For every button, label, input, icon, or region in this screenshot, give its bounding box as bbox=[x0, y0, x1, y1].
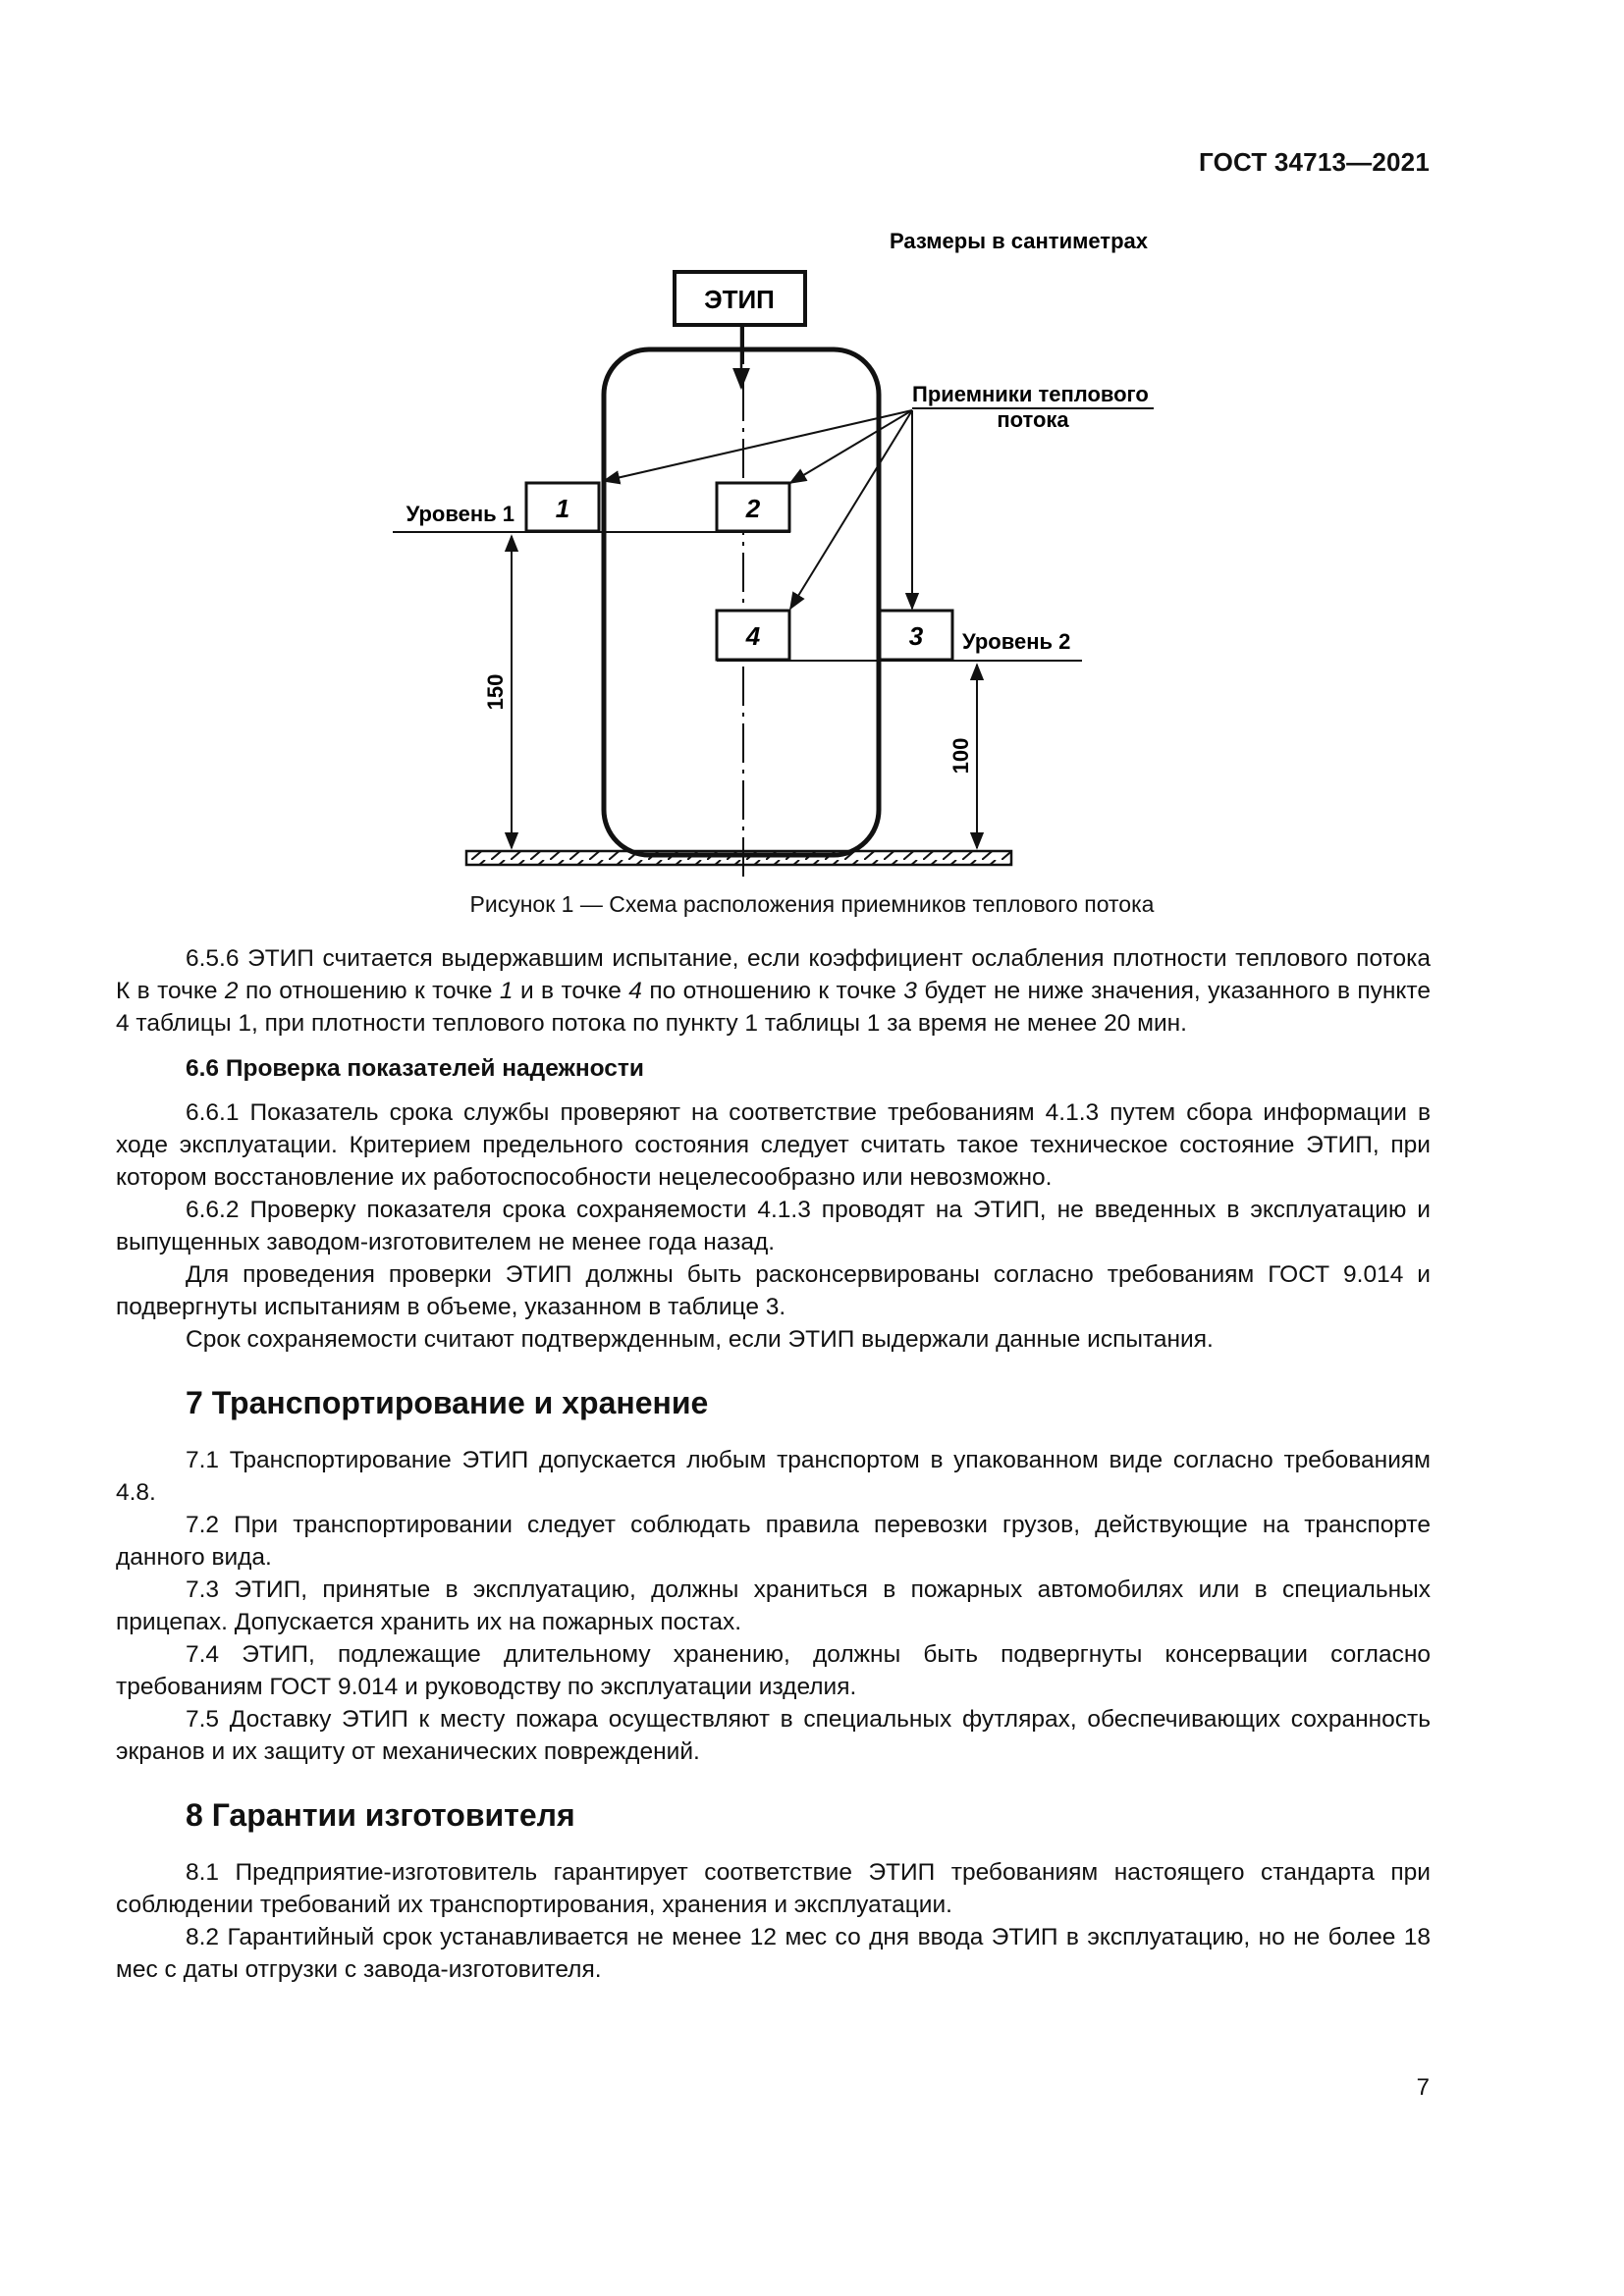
receiver-label-2: 2 bbox=[745, 494, 761, 523]
paragraph-7-2: 7.2 При транспортировании следует соблюдать правила перевозки грузов, действующие на транспорте данного вида. bbox=[116, 1512, 1431, 1571]
heat-flow-receivers-diagram bbox=[373, 221, 1178, 898]
dimension-150-label: 150 bbox=[483, 673, 508, 711]
paragraph-7-4: 7.4 ЭТИП, подлежащие длительному хранению, должны быть подвергнуты консервации согласно требованиям ГОСТ 9.014 и руководству по эксплуатации изделия. bbox=[116, 1641, 1431, 1700]
paragraph-8-2: 8.2 Гарантийный срок устанавливается не менее 12 мес со дня ввода ЭТИП в эксплуатацию, но не более 18 мес с даты отгрузки с завода-изготовителя. bbox=[116, 1924, 1431, 1983]
level1-label: Уровень 1 bbox=[406, 502, 514, 526]
paragraph-6-6-1: 6.6.1 Показатель срока службы проверяют на соответствие требованиям 4.1.3 путем сбора информации в ходе эксплуатации. Критерием предельного состояния следует считать такое техническое состояние ЭТИП, при котором восстановление их работоспособности нецелесообразно или невозможно. bbox=[116, 1099, 1431, 1191]
paragraph-7-3: 7.3 ЭТИП, принятые в эксплуатацию, должны храниться в пожарных автомобилях или в специальных прицепах. Допускается хранить их на пожарных постах. bbox=[116, 1576, 1431, 1635]
receivers-label-line2: потока bbox=[997, 407, 1069, 432]
receiver-label-1: 1 bbox=[555, 494, 570, 523]
section-7-title: 7 Транспортирование и хранение bbox=[186, 1385, 709, 1420]
paragraph-7-1: 7.1 Транспортирование ЭТИП допускается любым транспортом в упакованном виде согласно требованиям 4.8. bbox=[116, 1447, 1431, 1506]
paragraph-6-5-6 bbox=[116, 942, 1431, 1040]
figure-caption: Рисунок 1 — Схема расположения приемников теплового потока bbox=[469, 891, 1155, 917]
document-id: ГОСТ 34713—2021 bbox=[1199, 147, 1430, 177]
ground-hatch bbox=[466, 851, 1011, 865]
text-span: по отношению к точке bbox=[641, 978, 904, 1004]
etip-label: ЭТИП bbox=[704, 285, 775, 314]
text-span: будет не ниже значения, указанного в пункте 4 таблицы 1, при плотности теплового потока по пункту 1 таблицы 1 за время не менее 20 мин. bbox=[116, 978, 1431, 1037]
receiver-label-4: 4 bbox=[745, 621, 761, 651]
paragraph-6-6-2-c: Срок сохраняемости считают подтвержденным, если ЭТИП выдержали данные испытания. bbox=[186, 1326, 1214, 1353]
page-number: 7 bbox=[1416, 2074, 1430, 2101]
paragraph-7-5: 7.5 Доставку ЭТИП к месту пожара осуществляют в специальных футлярах, обеспечивающих сохранность экранов и их защиту от механических повреждений. bbox=[116, 1706, 1431, 1765]
receiver-label-3: 3 bbox=[908, 621, 924, 651]
text-span: по отношению к точке bbox=[238, 978, 500, 1004]
receivers-label-line1: Приемники теплового bbox=[912, 382, 1149, 406]
section-8-title: 8 Гарантии изготовителя bbox=[186, 1797, 575, 1833]
leader-arrow-4 bbox=[790, 410, 912, 609]
point-ref: 2 bbox=[224, 978, 239, 1004]
document-body bbox=[116, 942, 1431, 1986]
leader-arrow-2 bbox=[790, 410, 912, 483]
point-ref: 1 bbox=[499, 978, 514, 1004]
point-ref: 3 bbox=[903, 978, 917, 1004]
text-span: 6.5.6 ЭТИП считается выдержавшим испытание, если коэффициент ослабления плотности теплового потока К в точке bbox=[116, 945, 1431, 1004]
paragraph-6-6-2: 6.6.2 Проверку показателя срока сохраняемости 4.1.3 проводят на ЭТИП, не введенных в эксплуатацию и выпущенных заводом-изготовителем не менее года назад. bbox=[116, 1197, 1431, 1255]
dimension-100-label: 100 bbox=[948, 737, 973, 774]
body-outline bbox=[604, 349, 879, 855]
paragraph-6-6-2-b: Для проведения проверки ЭТИП должны быть расконсервированы согласно требованиям ГОСТ 9.014 и подвергнуты испытаниям в объеме, указанном в таблице 3. bbox=[116, 1261, 1431, 1320]
subsection-6-6-title: 6.6 Проверка показателей надежности bbox=[186, 1055, 644, 1082]
paragraph-8-1: 8.1 Предприятие-изготовитель гарантирует соответствие ЭТИП требованиям настоящего стандарта при соблюдении требований их транспортирования, хранения и эксплуатации. bbox=[116, 1859, 1431, 1918]
leader-arrow-1 bbox=[604, 410, 912, 481]
level2-label: Уровень 2 bbox=[962, 629, 1071, 654]
text-span: и в точке bbox=[513, 978, 629, 1004]
point-ref: 4 bbox=[628, 978, 642, 1004]
units-note: Размеры в сантиметрах bbox=[890, 229, 1148, 253]
